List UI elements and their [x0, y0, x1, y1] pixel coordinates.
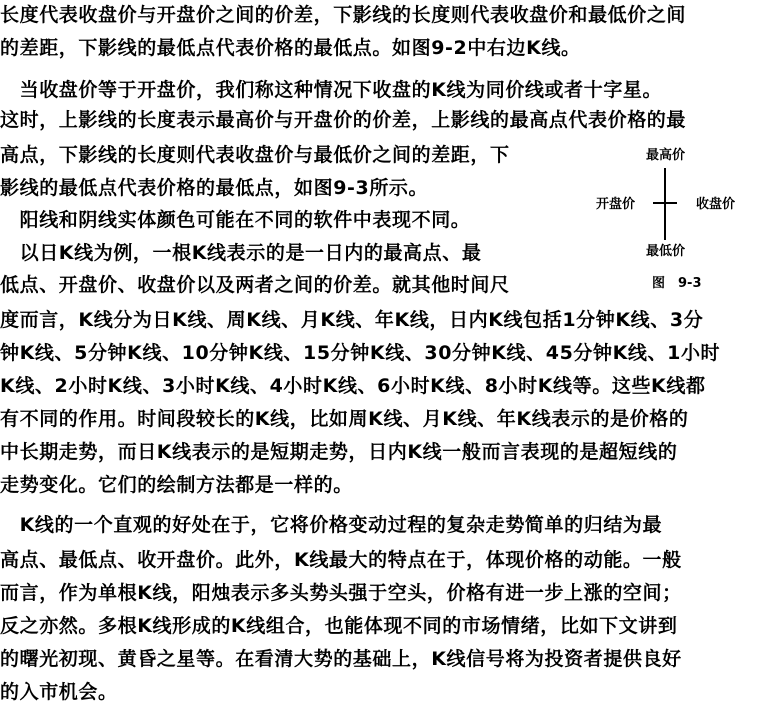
text-line: 中长期走势，而日K线表示的是短期走势，日内K线一般而言表现的是超短线的 — [0, 441, 678, 463]
doji-body-line — [653, 202, 677, 204]
label-low: 最低价 — [646, 244, 686, 259]
text-line: 影线的最低点代表价格的最低点，如图9-3所示。 — [0, 177, 429, 199]
text-line: 高点、最低点、收开盘价。此外，K线最大的特点在于，体现价格的动能。一般 — [0, 549, 682, 571]
text-line: 的曙光初现、黄昏之星等。在看清大势的基础上，K线信号将为投资者提供良好 — [0, 648, 682, 670]
text-line: 低点、开盘价、收盘价以及两者之间的价差。就其他时间尺 — [0, 274, 510, 296]
text-line: K线的一个直观的好处在于，它将价格变动过程的复杂走势简单的归结为最 — [0, 514, 663, 536]
text-line: 以日K线为例，一根K线表示的是一日内的最高点、最 — [0, 242, 482, 264]
text-line: 有不同的作用。时间段较长的K线，比如周K线、月K线、年K线表示的是价格的 — [0, 408, 689, 430]
text-line: 当收盘价等于开盘价，我们称这种情况下收盘的K线为同价线或者十字星。 — [0, 79, 663, 101]
text-line: 度而言，K线分为日K线、周K线、月K线、年K线，日内K线包括1分钟K线、3分 — [0, 309, 704, 331]
text-line: 钟K线、5分钟K线、10分钟K线、15分钟K线、30分钟K线、45分钟K线、1小时 — [0, 342, 721, 364]
text-line: 走势变化。它们的绘制方法都是一样的。 — [0, 474, 353, 496]
label-high: 最高价 — [646, 148, 686, 163]
doji-wick — [664, 168, 666, 240]
label-close: 收盘价 — [696, 197, 736, 212]
text-line: 长度代表收盘价与开盘价之间的价差，下影线的长度则代表收盘价和最低价之间 — [0, 4, 687, 26]
text-line: 的差距，下影线的最低点代表价格的最低点。如图9-2中右边K线。 — [0, 37, 581, 59]
text-line: 而言，作为单根K线，阳烛表示多头势头强于空头，价格有进一步上涨的空间； — [0, 582, 682, 604]
text-line: 这时，上影线的长度表示最高价与开盘价的价差，上影线的最高点代表价格的最 — [0, 109, 687, 131]
text-line: K线、2小时K线、3小时K线、4小时K线、6小时K线、8小时K线等。这些K线都 — [0, 375, 706, 397]
text-line: 阳线和阴线实体颜色可能在不同的软件中表现不同。 — [0, 209, 471, 231]
text-line: 高点，下影线的长度则代表收盘价与最低价之间的差距，下 — [0, 144, 510, 166]
text-line: 反之亦然。多根K线形成的K线组合，也能体现不同的市场情绪，比如下文讲到 — [0, 615, 678, 637]
doji-candlestick-figure — [568, 140, 758, 300]
figure-caption: 图 9-3 — [652, 276, 702, 291]
label-open: 开盘价 — [596, 197, 636, 212]
text-line: 的入市机会。 — [0, 681, 118, 703]
